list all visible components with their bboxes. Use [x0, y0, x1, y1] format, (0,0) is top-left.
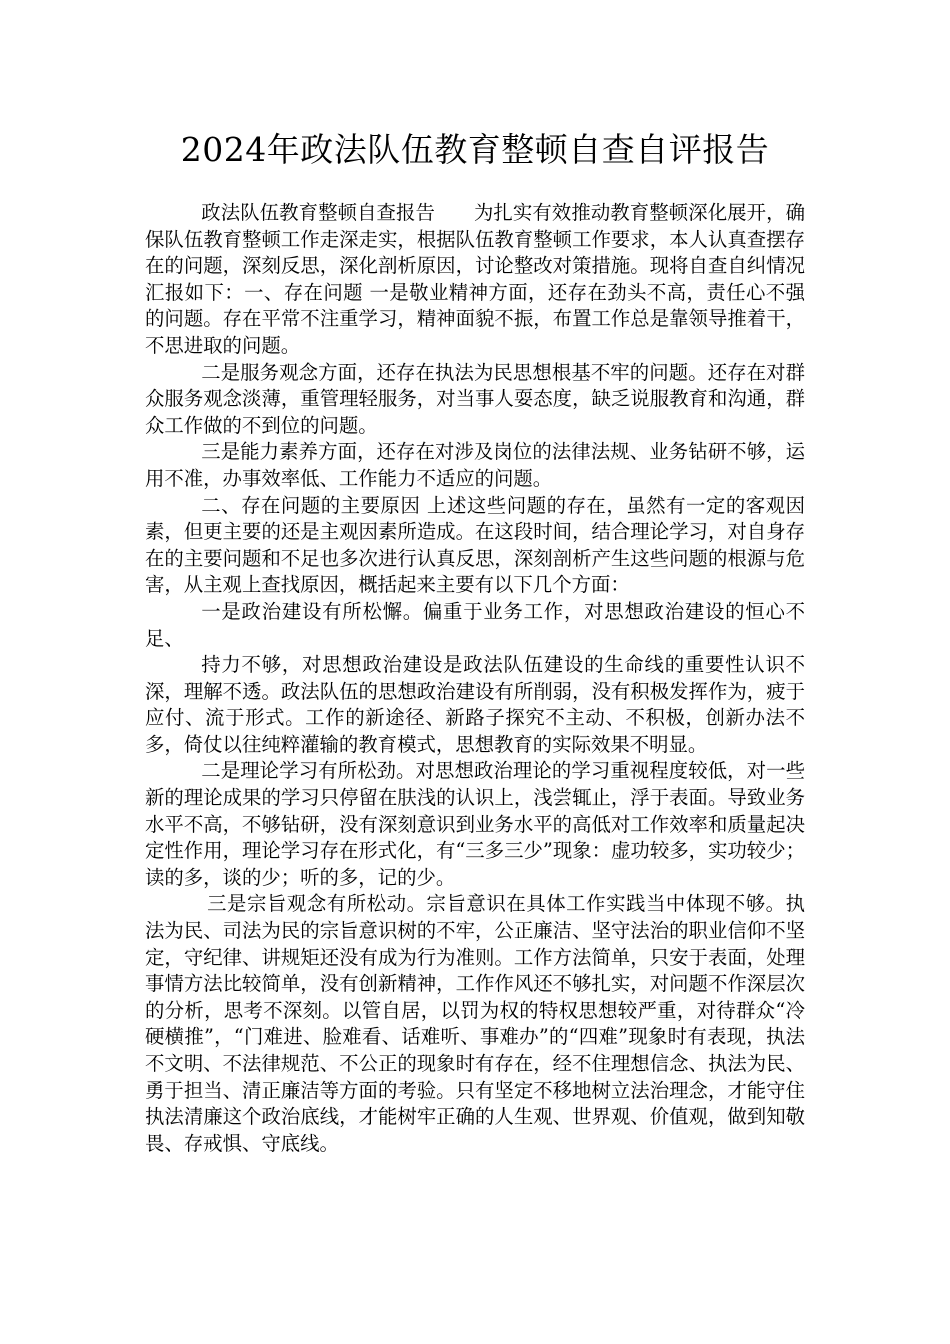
paragraph-purpose-concept: 三是宗旨观念有所松动。宗旨意识在具体工作实践当中体现不够。执法为民、司法为民的宗旨意识树的不牢，公正廉洁、坚守法治的职业信仰不坚定，守纪律、讲规矩还没有成为行为准则。工作方法简单，只安于表面，处理事情方法比较简单，没有创新精神，工作作风还不够扎实，对问题不作深层次的分析，思考不深刻。以管自居，以罚为权的特权思想较严重，对待群众“冷硬横推”，“门难进、脸难看、话难听、事难办”的“四难”现象时有表现，执法不文明、不法律规范、不公正的现象时有存在，经不住理想信念、执法为民、勇于担当、清正廉洁等方面的考验。只有坚定不移地树立法治理念，才能守住执法清廉这个政治底线，才能树牢正确的人生观、世界观、价值观，做到知敬畏、存戒惧、守底线。 — [145, 892, 805, 1155]
document-body — [145, 200, 805, 1157]
paragraph-service-concept: 二是服务观念方面，还存在执法为民思想根基不牢的问题。还存在对群众服务观念淡薄，重管理轻服务，对当事人耍态度，缺乏说服教育和沟通，群众工作做的不到位的问题。 — [145, 360, 805, 437]
paragraph-main-causes: 二、存在问题的主要原因 上述这些问题的存在，虽然有一定的客观因素，但更主要的还是主观因素所造成。在这段时间，结合理论学习，对自身存在的主要问题和不足也多次进行认真反思，深刻剖析产生这些问题的根源与危害，从主观上查找原因，概括起来主要有以下几个方面： — [145, 493, 805, 597]
paragraph-political-building: 一是政治建设有所松懈。偏重于业务工作，对思想政治建设的恒心不足、 — [145, 599, 805, 650]
paragraph-political-building-cont: 持力不够，对思想政治建设是政法队伍建设的生命线的重要性认识不深，理解不透。政法队伍的思想政治建设有所削弱，没有积极发挥作为，疲于应付、流于形式。工作的新途径、新路子探究不主动、不积极，创新办法不多，倚仗以往纯粹灌输的教育模式，思想教育的实际效果不明显。 — [145, 653, 805, 756]
document-title: 2024年政法队伍教育整顿自查自评报告 — [180, 130, 770, 169]
paragraph-intro: 政法队伍教育整顿自查报告 为扎实有效推动教育整顿深化展开，确保队伍教育整顿工作走深走实，根据队伍教育整顿工作要求，本人认真查摆存在的问题，深刻反思，深化剖析原因，讨论整改对策措施。现将自查自纠情况汇报如下：一、存在问题 一是敬业精神方面，还存在劲头不高，责任心不强的问题。存在平常不注重学习，精神面貌不振，布置工作总是靠领导推着干，不思进取的问题。 — [145, 201, 805, 357]
paragraph-ability: 三是能力素养方面，还存在对涉及岗位的法律法规、业务钻研不够，运用不准，办事效率低、工作能力不适应的问题。 — [145, 440, 805, 490]
paragraph-theory-study: 二是理论学习有所松劲。对思想政治理论的学习重视程度较低，对一些新的理论成果的学习只停留在肤浅的认识上，浅尝辄止，浮于表面。导致业务水平不高，不够钻研，没有深刻意识到业务水平的高低对工作效率和质量起决定性作用，理论学习存在形式化，有“三多三少”现象：虚功较多，实功较少；读的多，谈的少；听的多，记的少。 — [145, 759, 805, 889]
